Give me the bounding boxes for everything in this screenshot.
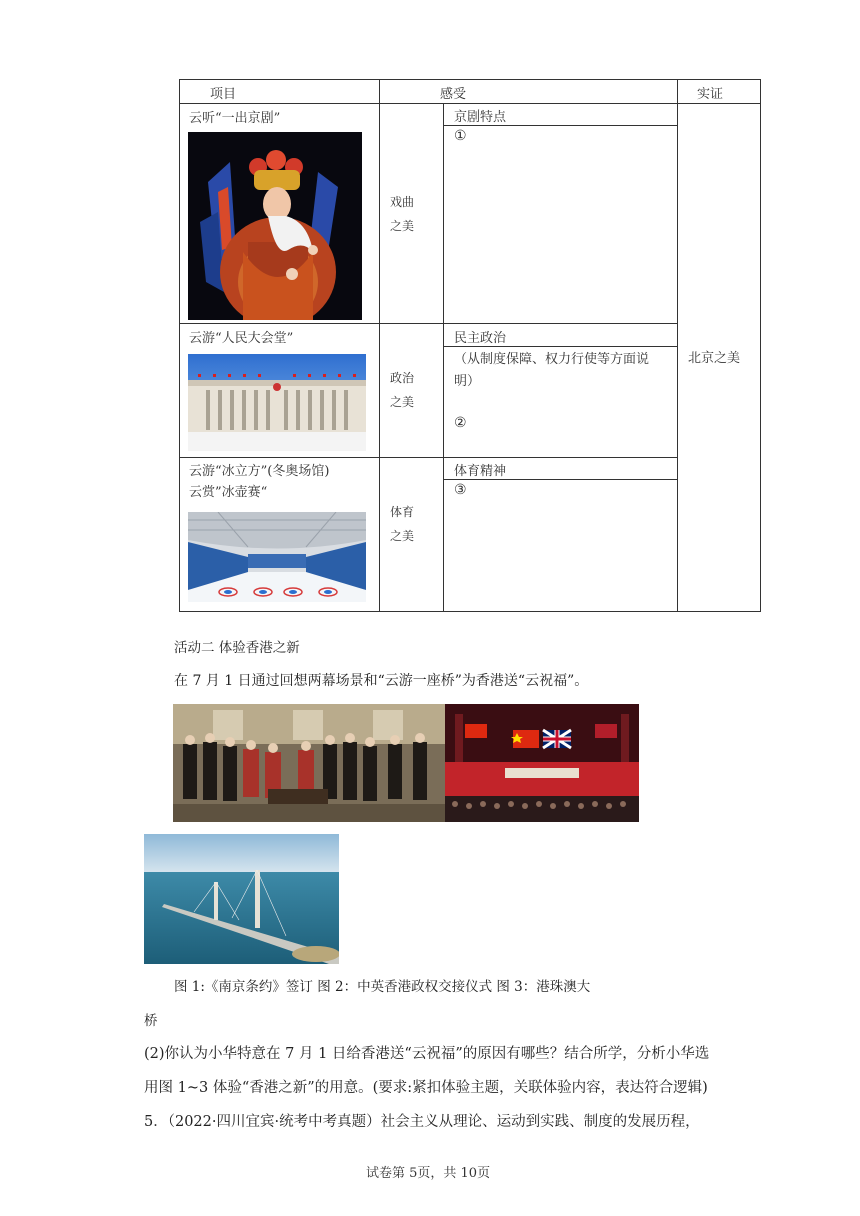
row2-note-line2: 明）	[454, 374, 481, 389]
row1-feeling-line2: 之美	[390, 219, 415, 233]
row3-answer-marker: ③	[454, 482, 467, 498]
table-divider	[677, 80, 678, 611]
header-project: 项目	[210, 87, 237, 102]
row2-note-line1: （从制度保障、权力行使等方面说	[454, 352, 650, 367]
table-divider	[180, 457, 678, 458]
header-feeling: 感受	[440, 87, 467, 102]
table-divider	[443, 346, 677, 347]
table-divider	[379, 80, 380, 611]
question2-line1: (2)你认为小华特意在 7 月 1 日给香港送“云祝福”的原因有哪些？结合所学，分析小华选	[144, 1046, 710, 1062]
row3-feeling-line2: 之美	[390, 529, 415, 543]
row3-feeling	[390, 500, 420, 548]
page-footer: 试卷第 5页，共 10页	[366, 1166, 491, 1181]
row3-project-line1: 云游“冰立方”(冬奥场馆)	[189, 464, 330, 479]
activity2-title: 活动二 体验香港之新	[174, 640, 300, 656]
experience-table	[179, 79, 761, 612]
table-divider	[443, 125, 677, 126]
row3-topic: 体育精神	[454, 464, 507, 479]
ice-cube-photo	[188, 512, 366, 602]
figure2-handover-ceremony	[445, 704, 639, 822]
evidence-value: 北京之美	[688, 351, 741, 366]
great-hall-photo	[188, 354, 366, 451]
table-divider	[443, 479, 677, 480]
figure3-bridge-photo	[144, 834, 339, 964]
row2-topic: 民主政治	[454, 331, 507, 346]
activity2-intro: 在 7 月 1 日通过回想两幕场景和“云游一座桥”为香港送“云祝福”。	[174, 673, 589, 689]
row3-project-line2: 云赏”冰壶赛“	[189, 485, 268, 500]
peking-opera-photo	[188, 132, 362, 320]
table-divider	[180, 103, 760, 104]
header-evidence: 实证	[697, 87, 724, 102]
table-divider	[443, 104, 444, 611]
row2-feeling	[390, 366, 420, 414]
row2-feeling-line1: 政治	[390, 371, 415, 385]
row2-answer-marker: ②	[454, 415, 467, 431]
figure1-treaty-painting	[173, 704, 445, 822]
row1-answer-marker: ①	[454, 128, 467, 144]
figure-captions-line2: 桥	[144, 1013, 158, 1029]
row2-project: 云游“人民大会堂”	[189, 331, 294, 346]
row1-project: 云听“一出京剧”	[189, 111, 281, 126]
row1-topic: 京剧特点	[454, 110, 507, 125]
question2-line2: 用图 1~3 体验“香港之新”的用意。(要求:紧扣体验主题，关联体验内容，表达符合逻辑)	[144, 1080, 708, 1096]
figure-captions-line1: 图 1:《南京条约》签订 图 2：中英香港政权交接仪式 图 3：港珠澳大	[174, 979, 591, 995]
row3-feeling-line1: 体育	[390, 505, 415, 519]
row2-feeling-line2: 之美	[390, 395, 415, 409]
row1-feeling-line1: 戏曲	[390, 195, 415, 209]
row1-feeling	[390, 190, 420, 238]
table-divider	[180, 323, 678, 324]
question5-line1: 5．（2022·四川宜宾·统考中考真题）社会主义从理论、运动到实践、制度的发展历程，	[144, 1114, 700, 1130]
